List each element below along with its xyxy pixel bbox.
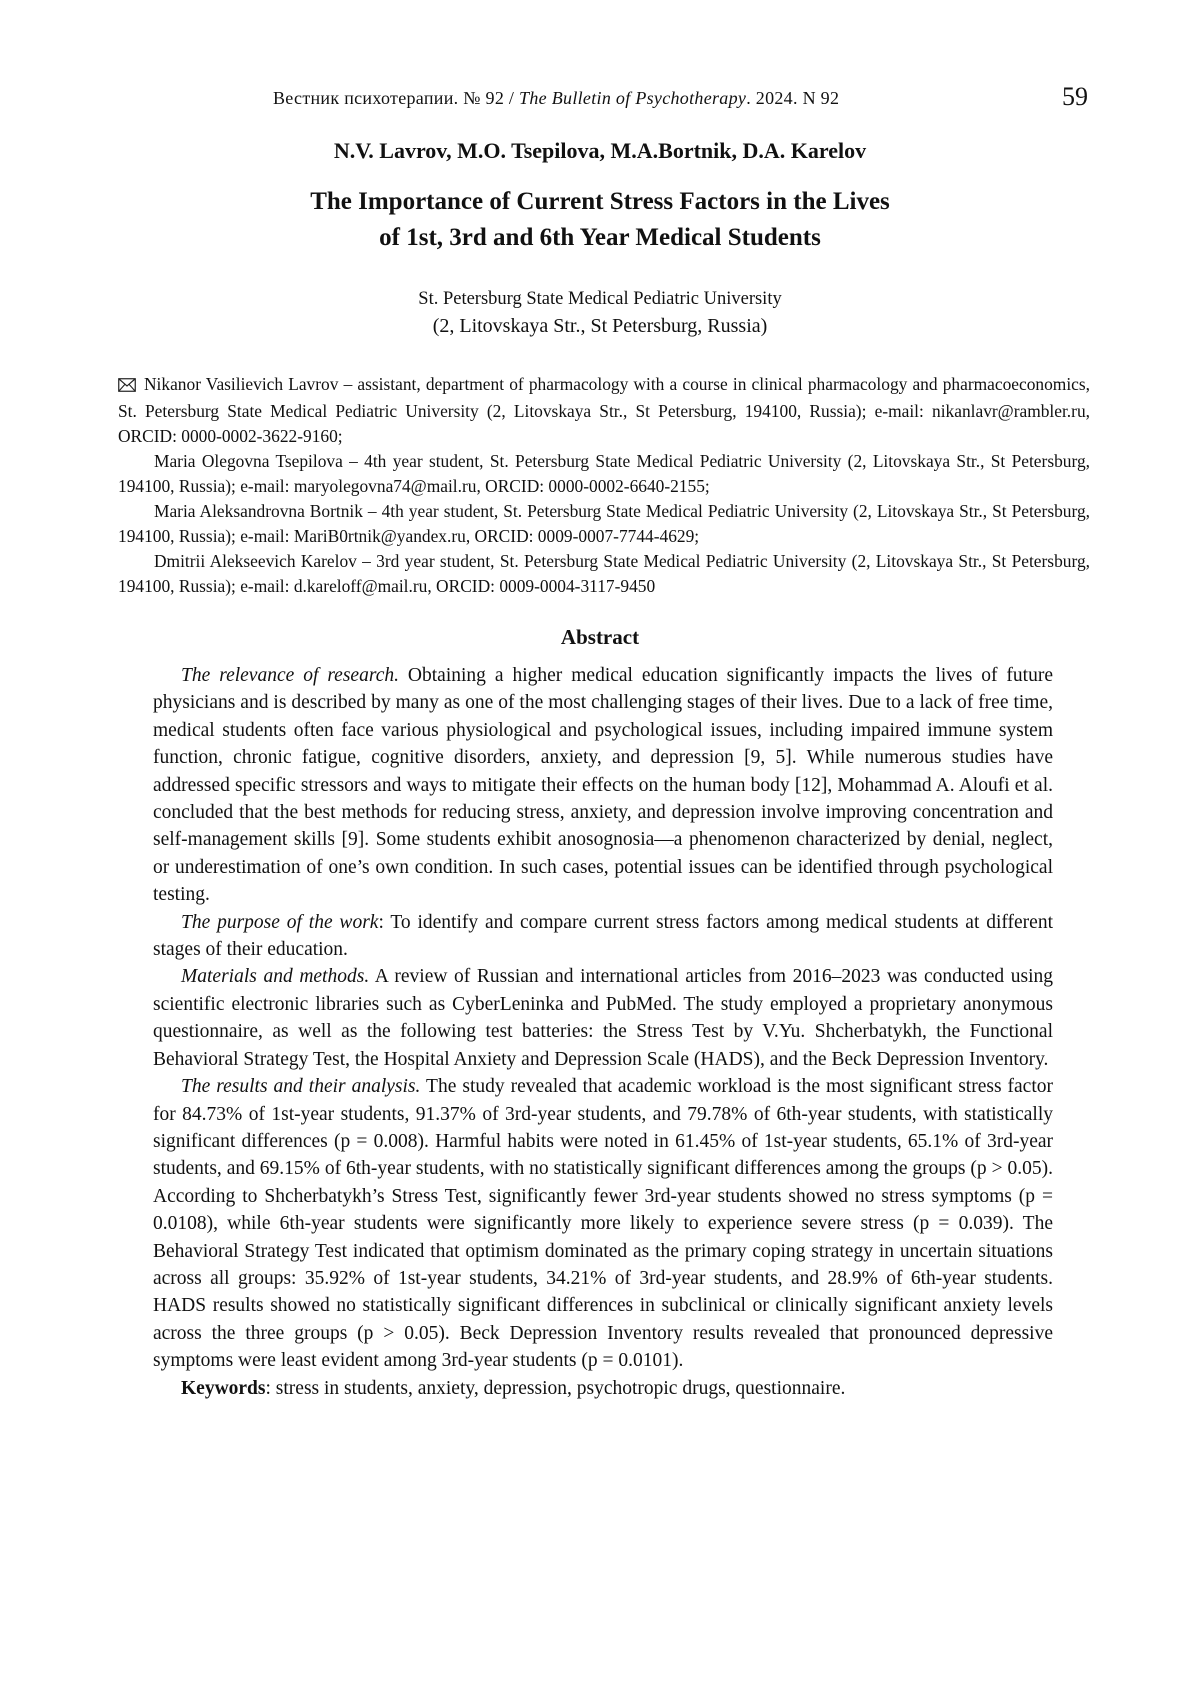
purpose-lead: The purpose of the work <box>181 911 379 933</box>
journal-separator: / <box>504 88 520 108</box>
article-title-line-2: of 1st, 3rd and 6th Year Medical Students <box>379 224 821 251</box>
journal-name-en: The Bulletin of Psychotherapy <box>519 88 747 108</box>
envelope-icon <box>118 374 136 399</box>
methods-text: A review of Russian and international articles from 2016–2023 was conducted using scientific electronic libraries such as CyberLeninka and PubMed. The study employed a proprietary anonymous questionnaire, as well as the following test batteries: the Stress Test by V.Yu. Shcherbatykh, the Functional Behavioral Strategy Test, the Hospital Anxiety and Depression Scale (HADS), and the Beck Depression Inventory. <box>153 966 1054 1070</box>
author-details <box>118 372 1090 599</box>
journal-issue: . 2024. N 92 <box>746 88 840 108</box>
abstract-relevance <box>153 662 1053 909</box>
results-lead: The results and their analysis. <box>181 1076 421 1098</box>
abstract-heading: Abstract <box>560 625 640 649</box>
author-info-tsepilova: Maria Olegovna Tsepilova – 4th year student, St. Petersburg State Medical Pediatric University (2, Litovskaya Str., St Petersburg, 194100, Russia); e-mail: maryolegovna74@mail.ru, ORCID: 0000-0002-6640-2155; <box>118 451 1090 496</box>
relevance-lead: The relevance of research. <box>181 665 399 686</box>
author-info-text: Nikanor Vasilievich Lavrov – assistant, department of pharmacology with a course in clinical pharmacology and pharmacoeconomics, St. Petersburg State Medical Pediatric University (2, Litovskaya Str., St Petersburg, 194100, Russia); e-mail: nikanlavr@rambler.ru, ORCID: 0000-0002-3622-9160; <box>118 374 1090 446</box>
keywords-label: Keywords <box>181 1377 266 1399</box>
author-info-bortnik: Maria Aleksandrovna Bortnik – 4th year student, St. Petersburg State Medical Pediatric University (2, Litovskaya Str., St Petersburg, 194100, Russia); e-mail: MariB0rtnik@yandex.ru, ORCID: 0009-0007-7744-4629; <box>118 501 1090 546</box>
running-header <box>0 82 1200 116</box>
abstract-purpose <box>153 909 1053 964</box>
author-info-lavrov <box>118 372 1090 449</box>
article-title <box>200 184 1000 256</box>
methods-lead: Materials and methods. <box>181 966 370 988</box>
abstract-body <box>153 662 1053 1402</box>
page-number: 59 <box>1062 82 1088 111</box>
affiliation-name: St. Petersburg State Medical Pediatric University <box>418 289 782 309</box>
abstract-keywords <box>153 1375 1053 1402</box>
abstract-methods <box>153 963 1053 1073</box>
abstract-results <box>153 1073 1053 1374</box>
keywords-text: : stress in students, anxiety, depression, psychotropic drugs, questionnaire. <box>265 1377 846 1399</box>
purpose-text: : To identify and compare current stress factors among medical students at different stages of their education. <box>153 911 1053 961</box>
article-title-line-1: The Importance of Current Stress Factors in the Lives <box>310 188 890 215</box>
affiliation-address: (2, Litovskaya Str., St Petersburg, Russia) <box>432 315 768 337</box>
relevance-text: Obtaining a higher medical education significantly impacts the lives of future physicians and is described by many as one of the most challenging stages of their lives. Due to a lack of free time, medical students often face various physiological and psychological issues, including impaired immune system function, chronic fatigue, cognitive disorders, anxiety, and depression [9, 5]. While numerous studies have addressed specific stressors and ways to mitigate their effects on the human body [12], Mohammad A. Aloufi et al. concluded that the best methods for reducing stress, anxiety, and depression involve improving concentration and self-management skills [9]. Some students exhibit anosognosia—a phenomenon characterized by denial, neglect, or underestimation of one’s own condition. In such cases, potential issues can be identified through psychological testing. <box>153 665 1053 906</box>
results-text: The study revealed that academic workload is the most significant stress factor for 84.73% of 1st-year students, 91.37% of 3rd-year students, and 79.78% of 6th-year students, with statistically significant differences (p = 0.008). Harmful habits were noted in 61.45% of 1st-year students, 65.1% of 3rd-year students, and 69.15% of 6th-year students, with no statistically significant differences among the groups (p > 0.05). According to Shcherbatykh’s Stress Test, significantly fewer 3rd-year students showed no stress symptoms (p = 0.0108), while 6th-year students were significantly more likely to experience severe stress (p = 0.039). The Behavioral Strategy Test indicated that optimism dominated as the primary coping strategy in uncertain situations across all groups: 35.92% of 1st-year students, 34.21% of 3rd-year students, and 28.9% of 6th-year students. HADS results showed no statistically significant differences in subclinical or clinically significant anxiety levels across the three groups (p > 0.05). Beck Depression Inventory results revealed that pronounced depressive symptoms were least evident among 3rd-year students (p = 0.0101). <box>153 1076 1053 1372</box>
journal-citation <box>273 88 839 109</box>
affiliation <box>0 286 1200 340</box>
author-info-karelov: Dmitrii Alekseevich Karelov – 3rd year student, St. Petersburg State Medical Pediatric University (2, Litovskaya Str., St Petersburg, 194100, Russia); e-mail: d.kareloff@mail.ru, ORCID: 0009-0004-3117-9450 <box>118 551 1090 596</box>
journal-name-ru: Вестник психотерапии. № 92 <box>273 88 505 108</box>
article-authors: N.V. Lavrov, M.O. Tsepilova, M.A.Bortnik, D.A. Karelov <box>333 138 867 163</box>
